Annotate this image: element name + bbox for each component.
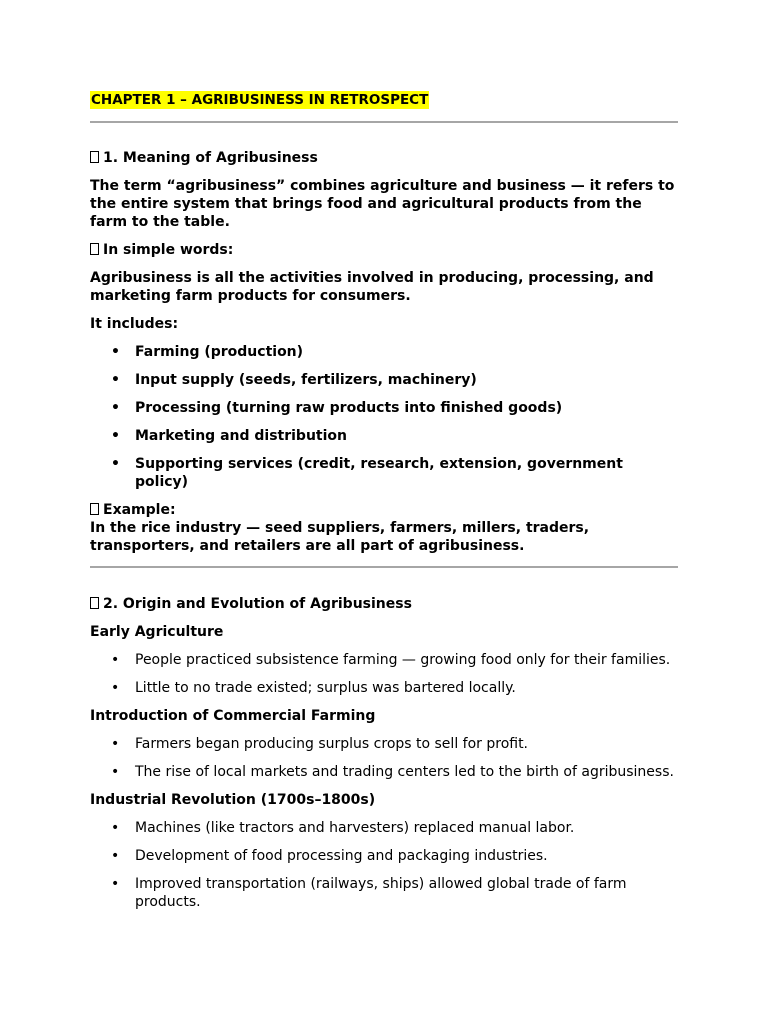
subsection-title: Early Agriculture: [90, 624, 224, 640]
list-item: • People practiced subsistence farming — growing food only for their families.: [111, 652, 671, 668]
bullet-icon: •: [111, 736, 120, 752]
divider: [90, 566, 678, 568]
includes-label: It includes:: [90, 316, 179, 332]
bullet-icon: •: [111, 848, 120, 864]
includes-list: [90, 343, 678, 491]
emoji-placeholder-icon: [90, 503, 99, 515]
simple-words-heading: In simple words:: [90, 241, 678, 259]
document-page: [90, 91, 678, 911]
definition-paragraph: The term “agribusiness” combines agriculture and business — it refers to the entire system that brings food and agricultural products from the farm to the table.: [90, 178, 675, 230]
bullet-icon: •: [111, 680, 120, 696]
bullet-icon: •: [111, 400, 120, 416]
example-text: In the rice industry — seed suppliers, farmers, millers, traders, transporters, and retailers are all part of agribusiness.: [90, 520, 590, 554]
bullet-icon: •: [111, 372, 120, 388]
list-item: • Machines (like tractors and harvesters) replaced manual labor.: [111, 820, 575, 836]
chapter-title: [90, 91, 678, 110]
bullet-icon: •: [111, 820, 120, 836]
bullet-icon: •: [111, 652, 120, 668]
emoji-placeholder-icon: [90, 597, 99, 609]
list-item: • The rise of local markets and trading centers led to the birth of agribusiness.: [111, 764, 674, 780]
bullet-icon: •: [111, 876, 120, 892]
subsection-list: [90, 651, 678, 697]
list-item: • Processing (turning raw products into finished goods): [111, 400, 563, 416]
list-item: • Improved transportation (railways, ships) allowed global trade of farm products.: [111, 876, 627, 910]
emoji-placeholder-icon: [90, 243, 99, 255]
list-item: • Marketing and distribution: [111, 428, 347, 444]
subsection-list: [90, 819, 678, 911]
list-item: • Input supply (seeds, fertilizers, machinery): [111, 372, 477, 388]
subsection-list: [90, 735, 678, 781]
section-heading-meaning: 1. Meaning of Agribusiness: [90, 149, 678, 167]
bullet-icon: •: [111, 456, 120, 472]
chapter-title-text: CHAPTER 1 – AGRIBUSINESS IN RETROSPECT: [91, 92, 429, 108]
list-item: • Supporting services (credit, research, extension, government policy): [111, 456, 623, 490]
example-label: Example:: [90, 501, 678, 519]
list-item: • Development of food processing and packaging industries.: [111, 848, 548, 864]
bullet-icon: •: [111, 764, 120, 780]
subsection-title: Introduction of Commercial Farming: [90, 708, 376, 724]
list-item: • Farmers began producing surplus crops to sell for profit.: [111, 736, 529, 752]
bullet-icon: •: [111, 428, 120, 444]
list-item: • Farming (production): [111, 344, 304, 360]
emoji-placeholder-icon: [90, 151, 99, 163]
divider: [90, 121, 678, 123]
list-item: • Little to no trade existed; surplus was bartered locally.: [111, 680, 516, 696]
subsection-title: Industrial Revolution (1700s–1800s): [90, 792, 376, 808]
simple-words-paragraph: Agribusiness is all the activities involved in producing, processing, and marketing farm products for consumers.: [90, 270, 654, 304]
bullet-icon: •: [111, 344, 120, 360]
example-block: [90, 501, 678, 555]
section-heading-origin: 2. Origin and Evolution of Agribusiness: [90, 595, 678, 613]
